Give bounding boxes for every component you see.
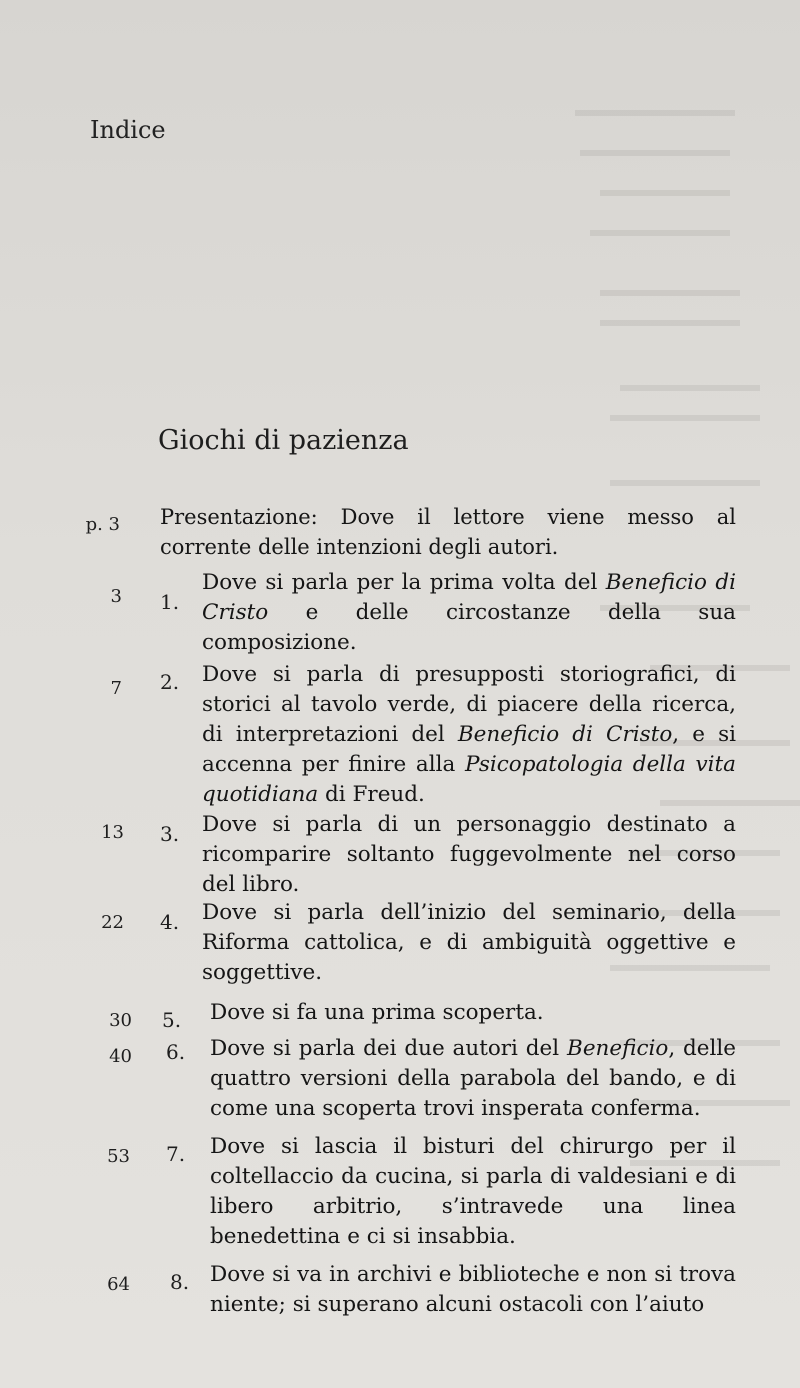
- toc-entry-text: Dove si lascia il bisturi del chirurgo per il coltellaccio da cucina, si parla di valdesiani e di libero arbitrio, s’intravede una linea benedettina e ci si insabbia.: [210, 1134, 736, 1249]
- toc-page-number: 64: [107, 1274, 130, 1295]
- toc-chapter-number: 2.: [160, 670, 180, 694]
- toc-entry-text: Dove si parla per la prima volta del Beneficio di Cristo e delle circostanze della sua composizione.: [202, 570, 736, 655]
- toc-entry-text: Presentazione: Dove il lettore viene messo al corrente delle intenzioni degli autori.: [160, 505, 736, 559]
- toc-chapter-number: 1.: [160, 590, 180, 614]
- toc-chapter-number: 3.: [160, 822, 180, 846]
- toc-page-number: 40: [109, 1046, 132, 1067]
- toc-chapter-number: 5.: [162, 1008, 182, 1032]
- toc-page-number: 53: [107, 1146, 130, 1167]
- toc-page-number: p. 3: [85, 514, 120, 535]
- toc-page-number: 22: [101, 912, 124, 933]
- toc-chapter-number: 7.: [166, 1142, 186, 1166]
- toc-page-number: 3: [110, 586, 122, 607]
- toc-entry-text: Dove si parla dell’inizio del seminario, della Riforma cattolica, e di ambiguità oggettive e soggettive.: [202, 900, 736, 985]
- toc-entry-text: Dove si parla di un personaggio destinato a ricomparire soltanto fuggevolmente nel corso del libro.: [202, 812, 736, 897]
- toc-chapter-number: 8.: [170, 1270, 190, 1294]
- toc-entry-text: Dove si va in archivi e biblioteche e non si trova niente; si superano alcuni ostacoli con l’aiuto: [210, 1262, 736, 1317]
- toc-page-number: 30: [109, 1010, 132, 1031]
- toc-page-number: 7: [110, 678, 122, 699]
- toc-page-number: 13: [101, 822, 124, 843]
- toc-entry-text: Dove si parla dei due autori del Beneficio, delle quattro versioni della parabola del bando, e di come una scoperta trovi insperata conferma.: [210, 1036, 736, 1121]
- section-title: Giochi di pazienza: [158, 425, 409, 456]
- toc-entry-text: Dove si parla di presupposti storiografici, di storici al tavolo verde, di piacere della ricerca, di interpretazioni del Beneficio di Cristo, e si accenna per finire alla Psicopatologia della vita quotidiana di Freud.: [202, 662, 737, 807]
- toc-chapter-number: 4.: [160, 910, 180, 934]
- page-header: Indice: [90, 116, 166, 144]
- toc-entry-text: Dove si fa una prima scoperta.: [210, 1000, 544, 1025]
- toc-chapter-number: 6.: [166, 1040, 186, 1064]
